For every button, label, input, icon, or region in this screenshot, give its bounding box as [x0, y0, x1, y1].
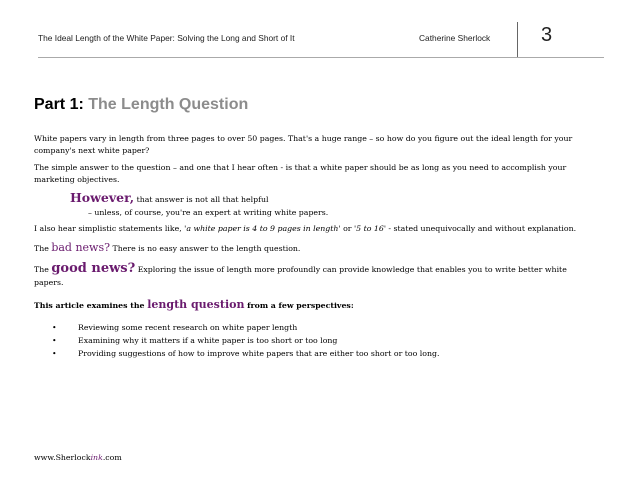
- list-item: [34, 347, 594, 360]
- good-news-word: good news?: [51, 261, 136, 276]
- paragraph-good-news: [34, 262, 594, 289]
- bullet-icon: •: [52, 336, 57, 345]
- examine-pre: This article examines the: [34, 301, 148, 310]
- simplistic-quote-1: a white paper is 4 to 9 pages in length: [186, 224, 339, 233]
- bullet-icon: •: [52, 349, 57, 358]
- simplistic-text-3: ' - stated unequivocally and without explanation.: [383, 224, 577, 233]
- paragraph-simple-answer: The simple answer to the question – and one that I hear often - is that a white paper should be as long as you need to accomplish your marketing objectives.: [34, 163, 567, 184]
- good-pre: The: [34, 265, 52, 274]
- section-heading: [34, 95, 594, 115]
- list-item-text: Providing suggestions of how to improve white papers that are either too short or too long.: [78, 349, 440, 358]
- footer-url-pre: www.Sherlock: [34, 453, 91, 462]
- list-item: [34, 321, 594, 334]
- list-item: [34, 334, 594, 347]
- section-title: The Length Question: [88, 96, 249, 113]
- bad-news-word: bad news?: [51, 241, 111, 254]
- length-question-word: length question: [147, 298, 245, 311]
- unless-line: – unless, of course, you're an expert at writing white papers.: [88, 208, 329, 217]
- examine-rest: from a few perspectives:: [244, 301, 354, 310]
- paragraph-bad-news: [34, 241, 594, 256]
- list-item-text: Examining why it matters if a white paper is too short or too long: [78, 336, 338, 345]
- bad-pre: The: [34, 244, 52, 253]
- list-item-text: Reviewing some recent research on white paper length: [78, 323, 298, 332]
- footer-url[interactable]: [34, 453, 122, 462]
- simplistic-text-1: I also hear simplistic statements like, ': [34, 224, 187, 233]
- paragraph-simplistic: [34, 223, 594, 235]
- however-callout: [70, 191, 594, 207]
- however-rest: that answer is not all that helpful: [134, 195, 269, 204]
- footer-url-ink: ink: [90, 453, 103, 462]
- page-content: [34, 95, 594, 360]
- however-word: However,: [70, 190, 135, 205]
- paragraph-intro: White papers vary in length from three pages to over 50 pages. That's a huge range – so how do you figure out the ideal length for your company's next white paper?: [34, 134, 573, 155]
- bad-rest: There is no easy answer to the length question.: [110, 244, 301, 253]
- paragraph-examines: [34, 298, 594, 313]
- page-number: 3: [541, 24, 553, 46]
- header-divider: [517, 22, 518, 58]
- section-part: Part 1:: [34, 96, 84, 113]
- footer-url-post: .com: [102, 453, 122, 462]
- author-name: Catherine Sherlock: [419, 33, 491, 43]
- simplistic-text-2: ' or ': [338, 224, 357, 233]
- bullet-icon: •: [52, 323, 57, 332]
- document-title: The Ideal Length of the White Paper: Solving the Long and Short of It: [38, 33, 295, 43]
- simplistic-quote-2: 5 to 16: [356, 224, 384, 233]
- good-rest: Exploring the issue of length more profoundly can provide knowledge that enables you to write better white papers.: [34, 265, 567, 287]
- perspectives-list: [34, 321, 594, 360]
- page-header: [38, 0, 604, 58]
- header-rule: [38, 57, 604, 58]
